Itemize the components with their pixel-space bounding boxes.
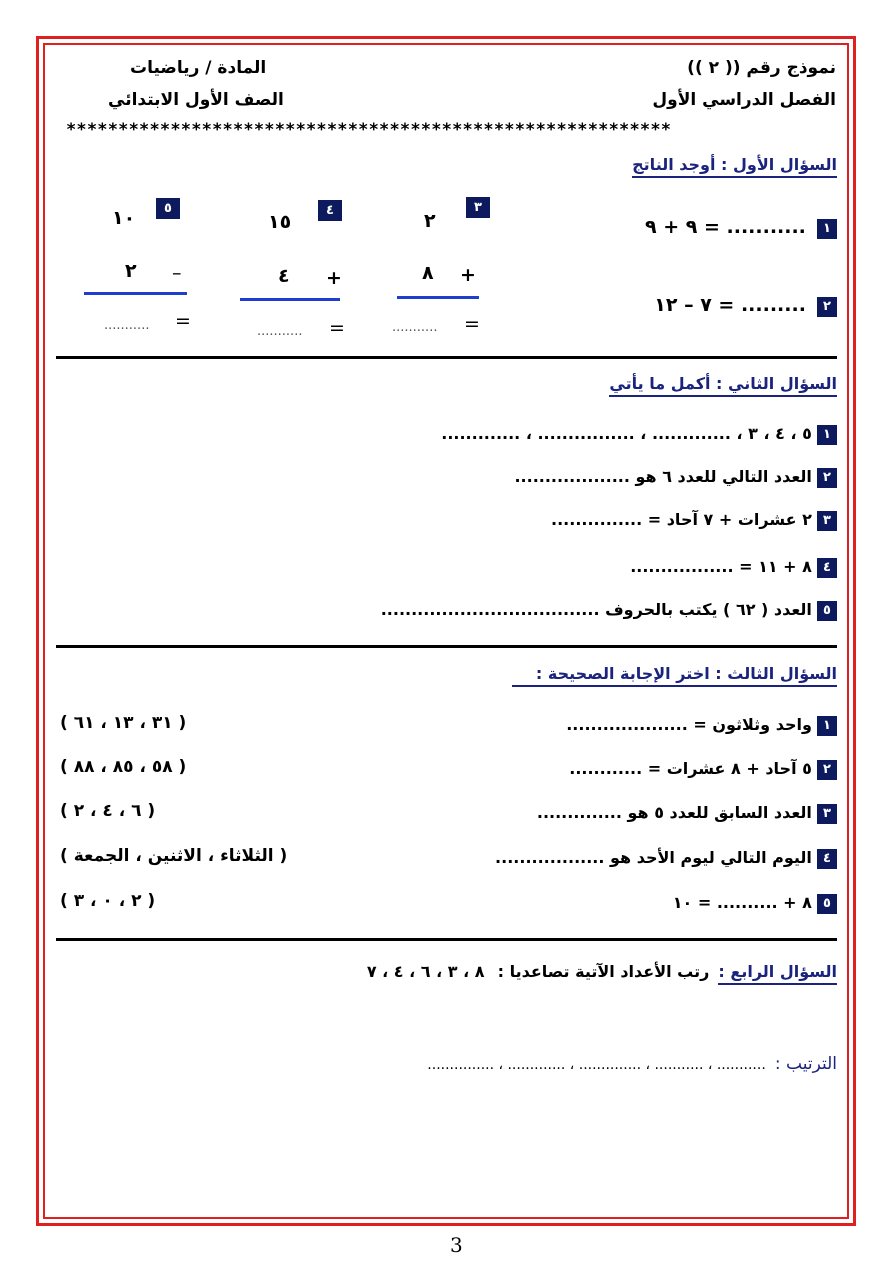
q4-order-label: الترتيب : [774, 1054, 837, 1074]
q1-item-2-number: ٢ [817, 297, 837, 317]
q4-numbers: ٨ ، ٣ ، ٦ ، ٤ ، ٧ [366, 962, 485, 981]
q3-item-5-options: ( ٢ ، ٠ ، ٣ ) [60, 891, 156, 911]
q3-item-5-number: ٥ [817, 894, 837, 914]
model-number: نموذج رقم (( ٢ )) [687, 58, 836, 78]
q3-item-4 [495, 848, 837, 869]
q1-col-4-dots: ........... [257, 324, 303, 339]
q3-item-4-number: ٤ [817, 849, 837, 869]
q1-item-2 [654, 294, 837, 317]
q2-item-5-number: ٥ [817, 601, 837, 621]
page-number: 3 [450, 1233, 463, 1257]
q1-item-1-text: ........... = ٩ + ٩ [644, 216, 806, 238]
q3-item-3-number: ٣ [817, 804, 837, 824]
q2-title [609, 374, 837, 393]
q3-item-1-options: ( ٣١ ، ١٣ ، ٦١ ) [60, 713, 187, 733]
q3-item-1 [566, 715, 837, 736]
section-divider-1 [56, 356, 837, 359]
q3-item-2-text: ٥ آحاد + ٨ عشرات = ............ [569, 759, 812, 778]
q1-col-4-bottom: ٤ [278, 265, 290, 287]
q2-item-4 [630, 557, 837, 578]
q4-order-dots: ........... ، ........... ، .............. ، ............. ، ............... [427, 1057, 766, 1073]
q3-item-3-text: العدد السابق للعدد ٥ هو .............. [536, 803, 812, 822]
q1-col-5-equals: = [175, 310, 191, 332]
q1-col-5-bottom: ٢ [125, 260, 137, 282]
q3-item-1-number: ١ [817, 716, 837, 736]
q3-item-3-options: ( ٦ ، ٤ ، ٢ ) [60, 801, 156, 821]
q1-title-text: السؤال الأول : أوجد الناتج [632, 155, 837, 178]
q2-item-4-text: ٨ + ١١ = ................. [630, 557, 812, 576]
q4-order-line [427, 1054, 837, 1074]
q2-item-2-text: العدد التالي للعدد ٦ هو ................... [514, 467, 812, 486]
q4-title: السؤال الرابع : [718, 962, 837, 985]
q3-item-2 [569, 759, 837, 780]
q3-item-5 [673, 893, 837, 914]
q2-item-3-text: ٢ عشرات + ٧ آحاد = ............... [551, 510, 812, 529]
q1-col-4-equals: = [329, 317, 345, 339]
q1-col-5-number: ٥ [156, 198, 180, 219]
q2-item-2 [514, 467, 837, 488]
q3-item-4-text: اليوم التالي ليوم الأحد هو .................. [495, 848, 812, 867]
q2-item-5 [381, 600, 837, 621]
q1-col-5-top: ١٠ [112, 207, 136, 229]
section-divider-3 [56, 938, 837, 941]
q2-item-4-number: ٤ [817, 558, 837, 578]
q1-col-3-line [397, 296, 479, 299]
q1-col-5-line [84, 292, 187, 295]
q2-item-2-number: ٢ [817, 468, 837, 488]
q2-title-text: السؤال الثاني : أكمل ما يأتي [609, 374, 837, 397]
q2-item-5-text: العدد ( ٦٢ ) يكتب بالحروف .................................... [380, 600, 812, 619]
q2-item-1 [441, 424, 837, 445]
q3-item-2-number: ٢ [817, 760, 837, 780]
subject: المادة / رياضيات [130, 58, 267, 78]
q1-col-4-number: ٤ [318, 200, 342, 221]
q1-col-4-line [240, 298, 340, 301]
q1-col-3-dots: ........... [392, 320, 438, 335]
q1-item-2-text: ......... = ٧ – ١٢ [654, 294, 806, 316]
q2-item-3 [551, 510, 837, 531]
q2-item-1-text: ٥ ، ٤ ، ٣ ، ............. ، ................ ، ............. [441, 424, 812, 443]
q3-item-2-options: ( ٥٨ ، ٨٥ ، ٨٨ ) [60, 757, 187, 777]
q4-header [367, 962, 837, 981]
grade: الصف الأول الابتدائي [108, 90, 284, 110]
q1-col-5-operator: – [172, 262, 182, 284]
q4-prompt: رتب الأعداد الآتية تصاعديا : [497, 962, 710, 981]
q1-item-1 [645, 216, 837, 239]
q3-title [512, 664, 837, 683]
q2-item-1-number: ١ [817, 425, 837, 445]
q1-item-1-number: ١ [817, 219, 837, 239]
section-divider-2 [56, 645, 837, 648]
q3-title-text: السؤال الثالث : اختر الإجابة الصحيحة : [512, 664, 837, 687]
q3-item-3 [537, 803, 837, 824]
q1-col-4-operator: + [326, 267, 342, 289]
q1-col-3-number: ٣ [466, 197, 490, 218]
q1-col-4-top: ١٥ [268, 211, 292, 233]
q3-item-4-options: ( الثلاثاء ، الاثنين ، الجمعة ) [60, 846, 288, 866]
q2-item-3-number: ٣ [817, 511, 837, 531]
stars-divider: ********************************************************** [66, 120, 672, 140]
q1-col-3-equals: = [464, 313, 480, 335]
q1-title [632, 155, 837, 174]
semester: الفصل الدراسي الأول [652, 90, 836, 110]
q1-col-3-operator: + [460, 264, 476, 286]
q1-col-3-top: ٢ [424, 210, 436, 232]
q1-col-5-dots: ........... [104, 318, 150, 333]
q3-item-5-text: ٨ + .......... = ١٠ [672, 893, 812, 912]
q1-col-3-bottom: ٨ [422, 262, 434, 284]
q3-item-1-text: واحد وثلاثون = .................... [566, 715, 812, 734]
